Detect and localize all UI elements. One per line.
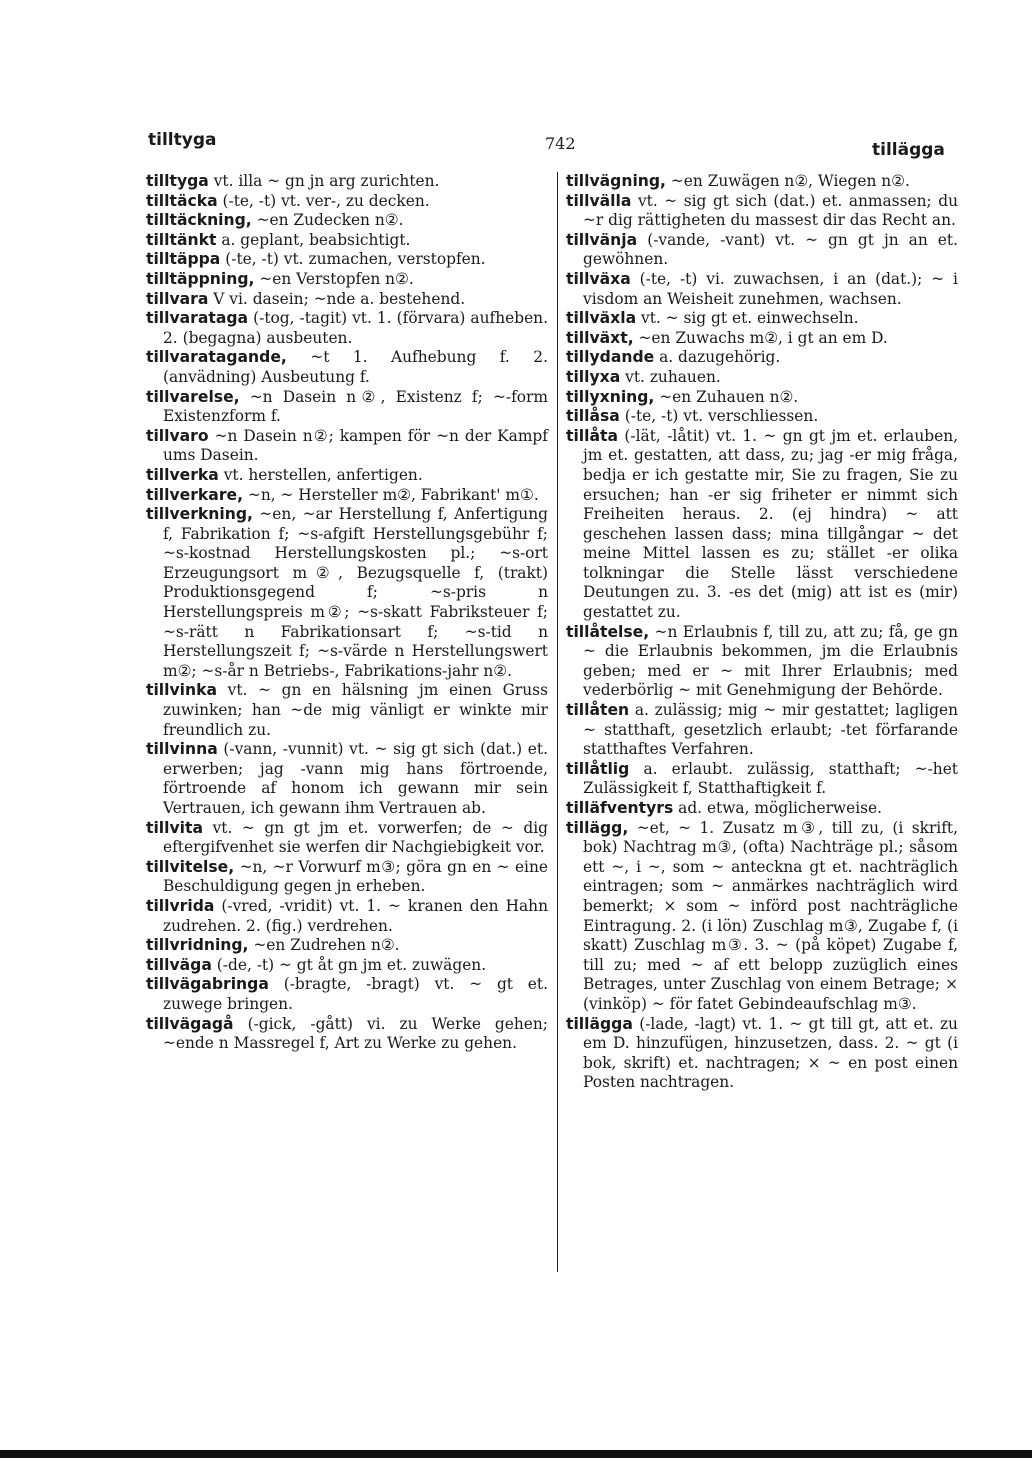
entry-headword: tilltäppning, bbox=[146, 269, 255, 288]
entry-definition: vt. ~ gn gt jm et. vorwerfen; de ~ dig eftergifvenhet sie werfen dir Nachgiebigkeit vor. bbox=[163, 818, 548, 857]
entry-definition: (-bragte, -bragt) vt. ~ gt et. zuwege bringen. bbox=[163, 975, 548, 1013]
dictionary-entry bbox=[146, 486, 548, 506]
dictionary-entry bbox=[566, 388, 958, 408]
dictionary-entry bbox=[566, 760, 958, 799]
entry-definition: (-te, -t) vi. zuwachsen, i an (dat.); ~ i visdom an Weisheit zunehmen, wachsen. bbox=[583, 269, 958, 308]
entry-definition: ad. etwa, möglicherweise. bbox=[678, 799, 883, 817]
entry-definition: ~en, ~ar Herstellung f, Anfertigung f, Fabrikation f; ~s-afgift Herstellungsgebühr f; ~s-kostnad Herstellungskosten pl.; ~s-ort Erzeugungsort m②, Bezugsquelle f, (trakt) Produktionsgegend f; ~s-pris n Herstellungspreis m②; ~s-skatt Fabriksteuer f; ~s-rätt n Fabrikationsart f; ~s-tid n Herstellungszeit f; ~s-värde n Herstellungswert m②; ~s-år n Betriebs-, Fabrikations-jahr n②. bbox=[163, 505, 548, 680]
entry-headword: tillåtelse, bbox=[566, 622, 650, 641]
entry-definition: vt. ~ sig gt sich (dat.) et. anmassen; du ~r dig rättigheten du massest dir das Recht an. bbox=[583, 191, 958, 230]
entry-definition: (-te, -t) vt. ver-, zu decken. bbox=[222, 191, 430, 210]
dictionary-entry bbox=[146, 956, 548, 976]
entry-definition: (-tog, -tagit) vt. 1. (förvara) aufheben. 2. (begagna) ausbeuten. bbox=[163, 309, 548, 347]
entry-headword: tillverka bbox=[146, 465, 219, 484]
dictionary-entry bbox=[146, 231, 548, 251]
entry-headword: tillväxa bbox=[566, 269, 631, 288]
entry-headword: tilltäcka bbox=[146, 191, 218, 210]
entry-headword: tillvita bbox=[146, 818, 203, 837]
dictionary-entry bbox=[146, 250, 548, 270]
entry-definition: vt. ~ gn en hälsning jm einen Gruss zuwinken; han ~de mig vänligt er winkte mir freundlich zu. bbox=[163, 681, 548, 739]
entry-headword: tillvägagå bbox=[146, 1014, 234, 1033]
entry-headword: tillåta bbox=[566, 426, 618, 445]
entry-headword: tillvrida bbox=[146, 896, 215, 915]
entry-headword: tillägg, bbox=[566, 818, 629, 837]
column-divider bbox=[557, 172, 558, 1272]
right-guide-word: tillägga bbox=[872, 140, 945, 160]
entry-headword: tillägga bbox=[566, 1014, 633, 1033]
entry-definition: ~en Zuwägen n②, Wiegen n②. bbox=[670, 172, 910, 190]
entry-definition: vt. herstellen, anfertigen. bbox=[223, 465, 423, 484]
entry-definition: (-te, -t) vt. verschliessen. bbox=[624, 407, 819, 426]
dictionary-entry bbox=[566, 231, 958, 270]
entry-definition: ~t 1. Aufhebung f. 2. (anvädning) Ausbeutung f. bbox=[163, 348, 548, 386]
dictionary-entry bbox=[146, 211, 548, 231]
dictionary-entry bbox=[146, 975, 548, 1014]
entry-definition: (-gick, -gått) vi. zu Werke gehen; ~ende n Massregel f, Art zu Werke zu gehen. bbox=[163, 1014, 548, 1053]
dictionary-entry bbox=[146, 427, 548, 466]
entry-headword: tilltänkt bbox=[146, 230, 217, 249]
right-column bbox=[566, 172, 958, 1093]
entry-definition: ~n, ~ Hersteller m②, Fabrikant' m①. bbox=[247, 485, 539, 504]
entry-headword: tillvälla bbox=[566, 191, 632, 210]
entry-headword: tillvinna bbox=[146, 740, 218, 759]
dictionary-entry bbox=[146, 819, 548, 858]
entry-headword: tillvägabringa bbox=[146, 975, 269, 994]
dictionary-entry bbox=[566, 407, 958, 427]
entry-definition: ~n Dasein n②; kampen för ~n der Kampf ums Dasein. bbox=[163, 426, 548, 465]
dictionary-entry bbox=[146, 290, 548, 310]
entry-definition: ~en Zudrehen n②. bbox=[253, 936, 400, 955]
dictionary-entry bbox=[146, 740, 548, 818]
entry-headword: tillvarataga bbox=[146, 309, 249, 328]
entry-headword: tilläfventyrs bbox=[566, 799, 674, 817]
entry-headword: tillvitelse, bbox=[146, 857, 235, 876]
entry-headword: tillåtlig bbox=[566, 759, 630, 778]
entry-headword: tillväga bbox=[146, 955, 212, 974]
dictionary-entry bbox=[146, 858, 548, 897]
entry-headword: tillväxt, bbox=[566, 328, 634, 347]
entry-definition: ~et, ~ 1. Zusatz m③, till zu, (i skrift, bok) Nachtrag m③, (ofta) Nachträge pl.; såsom ett ~, i ~, som ~ anteckna gt et. nachträglich eintragen; som ~ anmärkes nachträglich wird bemerkt; × som ~ införd post nachträgliche Eintragung. 2. (i lön) Zuschlag m③, Zugabe f, (i skatt) Zuschlag m③. 3. ~ (på köpet) Zugabe f, till zu; med ~ af ett belopp zuzüglich eines Betrages, unter Zuschlag von einem Betrage; × (vinköp) ~ för fatet Gebindeaufschlag m③. bbox=[583, 818, 958, 1013]
entry-definition: (-de, -t) ~ gt åt gn jm et. zuwägen. bbox=[216, 955, 487, 974]
dictionary-entry bbox=[146, 388, 548, 427]
dictionary-entry bbox=[566, 427, 958, 623]
entry-definition: (-te, -t) vt. zumachen, verstopfen. bbox=[225, 250, 486, 269]
dictionary-entry bbox=[146, 936, 548, 956]
dictionary-entry bbox=[566, 192, 958, 231]
entry-headword: tillåsa bbox=[566, 407, 620, 426]
entry-definition: vt. illa ~ gn jn arg zurichten. bbox=[213, 172, 440, 190]
entry-definition: ~n, ~r Vorwurf m③; göra gn en ~ eine Beschuldigung gegen jn erheben. bbox=[163, 857, 548, 896]
dictionary-entry bbox=[146, 192, 548, 212]
entry-definition: (-vande, -vant) vt. ~ gn gt jn an et. gewöhnen. bbox=[583, 230, 958, 269]
entry-definition: a. geplant, beabsichtigt. bbox=[221, 230, 411, 249]
dictionary-entry bbox=[146, 270, 548, 290]
dictionary-entry bbox=[146, 1015, 548, 1054]
dictionary-entry bbox=[146, 466, 548, 486]
dictionary-entry bbox=[566, 270, 958, 309]
entry-headword: tillverkning, bbox=[146, 505, 253, 524]
entry-headword: tillvaratagande, bbox=[146, 348, 287, 367]
entry-headword: tillvaro bbox=[146, 426, 209, 445]
entry-definition: ~n Dasein n②, Existenz f; ~-form Existenzform f. bbox=[163, 387, 548, 426]
dictionary-entry bbox=[566, 329, 958, 349]
entry-definition: V vi. dasein; ~nde a. bestehend. bbox=[213, 289, 466, 308]
entry-definition: (-lät, -låtit) vt. 1. ~ gn gt jm et. erlauben, jm et. gestatten, att dass, zu; jag -er mig fråga, bedja er ich gestatte mir, Sie zu fragen, Sie zu ersuchen; han -er sig friheter er nimmt sich Freiheiten heraus. 2. (ej hindra) ~ att geschehen lassen dass; mina tillgångar ~ det meine Mittel lassen es zu; stället -er olika tolkningar die Stelle lässt verschiedene Deutungen zu. 3. -es det (mig) att ist es (mir) gestattet zu. bbox=[583, 426, 958, 622]
entry-headword: tilltyga bbox=[146, 172, 209, 190]
entry-headword: tillvarelse, bbox=[146, 387, 240, 406]
entry-definition: a. dazugehörig. bbox=[659, 348, 781, 367]
dictionary-entry bbox=[146, 681, 548, 740]
left-guide-word: tilltyga bbox=[148, 130, 217, 150]
dictionary-entry bbox=[146, 897, 548, 936]
entry-headword: tillvara bbox=[146, 289, 209, 308]
entry-definition: ~en Verstopfen n②. bbox=[259, 269, 414, 288]
entry-headword: tillväxla bbox=[566, 309, 637, 328]
entry-definition: (-vann, -vunnit) vt. ~ sig gt sich (dat.) et. erwerben; jag -vann mig hans förtroende, förtroende af honom ich gewann mir sein Vertrauen, ich gewann ihm Vertrauen ab. bbox=[163, 740, 548, 817]
dictionary-entry bbox=[566, 799, 958, 819]
dictionary-entry bbox=[146, 505, 548, 681]
entry-headword: tillyxa bbox=[566, 367, 621, 386]
dictionary-entry bbox=[146, 348, 548, 387]
dictionary-entry bbox=[566, 623, 958, 701]
page-header bbox=[0, 130, 1032, 160]
scan-bottom-edge bbox=[0, 1450, 1032, 1458]
entry-definition: a. erlaubt. zulässig, statthaft; ~-het Zulässigkeit f, Statthaftigkeit f. bbox=[583, 759, 958, 798]
entry-headword: tillvänja bbox=[566, 230, 638, 249]
entry-definition: ~n Erlaubnis f, till zu, att zu; få, ge gn ~ die Erlaubnis bekommen, jm die Erlaubnis geben; med er ~ mit Ihrer Erlaubnis; med vederbörlig ~ mit Genehmigung der Behörde. bbox=[583, 622, 958, 700]
dictionary-entry bbox=[146, 309, 548, 348]
dictionary-entry bbox=[566, 309, 958, 329]
entry-headword: tillyxning, bbox=[566, 387, 655, 406]
dictionary-entry bbox=[566, 819, 958, 1015]
entry-definition: ~en Zuhauen n②. bbox=[659, 387, 799, 406]
entry-definition: a. zulässig; mig ~ mir gestattet; lagligen ~ statthaft, gesetzlich erlaubt; -tet förfarande statthaftes Verfahren. bbox=[583, 701, 958, 759]
entry-headword: tillvridning, bbox=[146, 936, 249, 955]
left-column bbox=[146, 172, 548, 1054]
entry-headword: tillvägning, bbox=[566, 172, 666, 190]
entry-definition: vt. zuhauen. bbox=[625, 367, 721, 386]
entry-definition: (-lade, -lagt) vt. 1. ~ gt till gt, att et. zu em D. hinzufügen, hinzusetzen, dass. 2. ~ gt (i bok, skrift) et. nachtragen; × ~ en post einen Posten nachtragen. bbox=[583, 1014, 958, 1092]
entry-headword: tillydande bbox=[566, 348, 655, 367]
entry-definition: ~en Zudecken n②. bbox=[256, 211, 404, 230]
dictionary-entry bbox=[146, 172, 548, 192]
entry-definition: ~en Zuwachs m②, i gt an em D. bbox=[638, 328, 888, 347]
dictionary-entry bbox=[566, 701, 958, 760]
entry-headword: tilltäckning, bbox=[146, 211, 252, 230]
entry-headword: tillvinka bbox=[146, 681, 217, 700]
entry-headword: tillåten bbox=[566, 701, 630, 720]
dictionary-entry bbox=[566, 368, 958, 388]
page-number: 742 bbox=[545, 134, 576, 153]
dictionary-entry bbox=[566, 1015, 958, 1093]
entry-definition: vt. ~ sig gt et. einwechseln. bbox=[641, 309, 859, 328]
entry-definition: (-vred, -vridit) vt. 1. ~ kranen den Hahn zudrehen. 2. (fig.) verdrehen. bbox=[163, 896, 548, 935]
dictionary-entry bbox=[566, 348, 958, 368]
dictionary-entry bbox=[566, 172, 958, 192]
entry-headword: tillverkare, bbox=[146, 485, 244, 504]
entry-headword: tilltäppa bbox=[146, 250, 221, 269]
